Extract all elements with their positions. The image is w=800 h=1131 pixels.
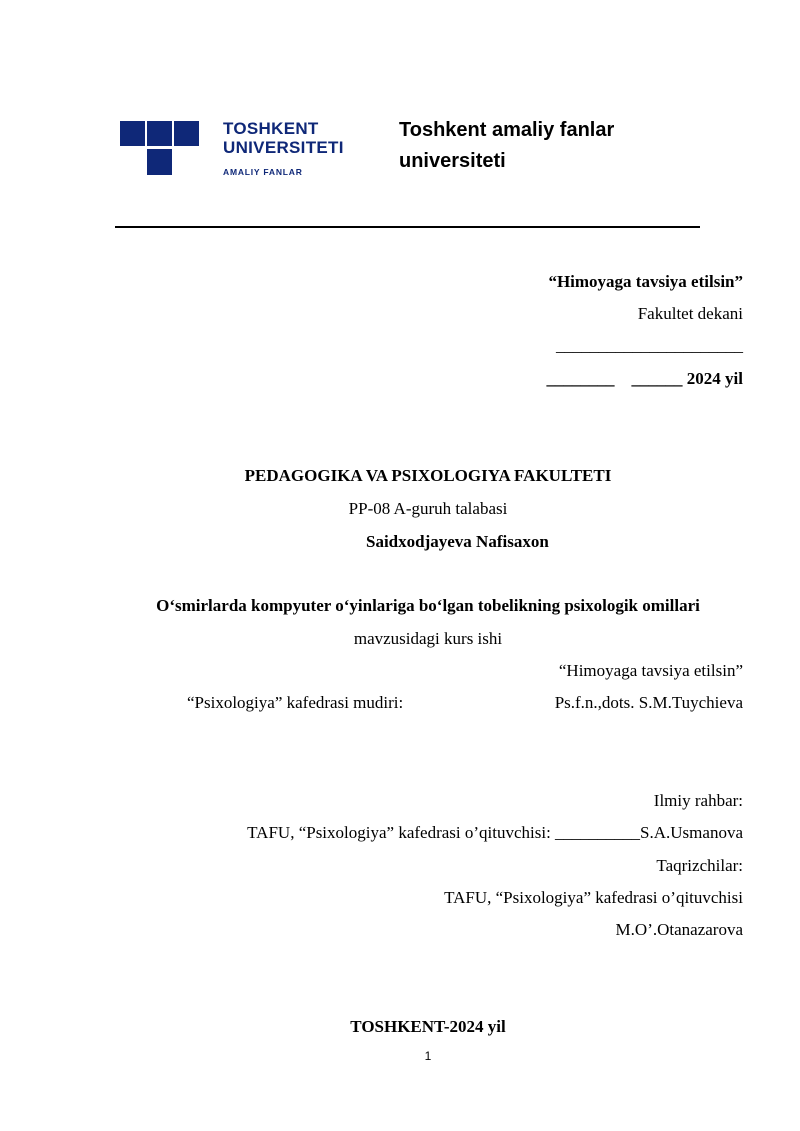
work-type: mavzusidagi kurs ishi: [353, 629, 503, 648]
approval-date: [547, 369, 743, 389]
university-title-line2: universiteti: [399, 150, 506, 172]
date-blank-day: ________: [546, 369, 615, 388]
student-name: Saidxodjayeva Nafisaxon: [366, 532, 549, 551]
topic-title: O‘smirlarda kompyuter o‘yinlariga bo‘lgan tobelikning psixologik omillari: [156, 596, 700, 615]
logo-square-3: [174, 121, 199, 146]
logo-text-toshkent: TOSHKENT: [223, 119, 319, 138]
university-title-line1: Toshkent amaliy fanlar: [399, 119, 615, 141]
advisor-line: TAFU, “Psixologiya” kafedrasi o’qituvchisi: __________S.A.Usmanova: [247, 823, 743, 842]
department-head-label: “Psixologiya” kafedrasi mudiri:: [187, 693, 404, 712]
header-divider: [115, 226, 700, 228]
recommend-label: “Himoyaga tavsiya etilsin”: [558, 661, 743, 680]
group-label: PP-08 A-guruh talabasi: [348, 499, 508, 518]
logo-square-1: [120, 121, 145, 146]
reviewers-label: Taqrizchilar:: [656, 856, 743, 875]
logo-text-universiteti: UNIVERSITETI: [223, 138, 344, 157]
dean-label: Fakultet dekani: [637, 304, 743, 323]
department-head-name: Ps.f.n.,dots. S.M.Tuychieva: [554, 693, 743, 712]
logo-text-amaliy-fanlar: AMALIY FANLAR: [223, 167, 303, 177]
approval-quote: “Himoyaga tavsiya etilsin”: [548, 272, 743, 291]
reviewer-name: M.O’.Otanazarova: [615, 920, 743, 939]
logo-square-4: [147, 149, 172, 175]
date-year: 2024 yil: [686, 369, 743, 388]
faculty-name: PEDAGOGIKA VA PSIXOLOGIYA FAKULTETI: [244, 466, 612, 485]
reviewer-position: TAFU, “Psixologiya” kafedrasi o’qituvchisi: [444, 888, 743, 907]
logo-square-2: [147, 121, 172, 146]
dean-signature-line: ______________________: [556, 336, 743, 355]
date-blank-month: ______: [631, 369, 683, 388]
city-year: TOSHKENT-2024 yil: [350, 1017, 506, 1036]
page-number: 1: [424, 1049, 432, 1063]
advisor-label: Ilmiy rahbar:: [653, 791, 743, 810]
